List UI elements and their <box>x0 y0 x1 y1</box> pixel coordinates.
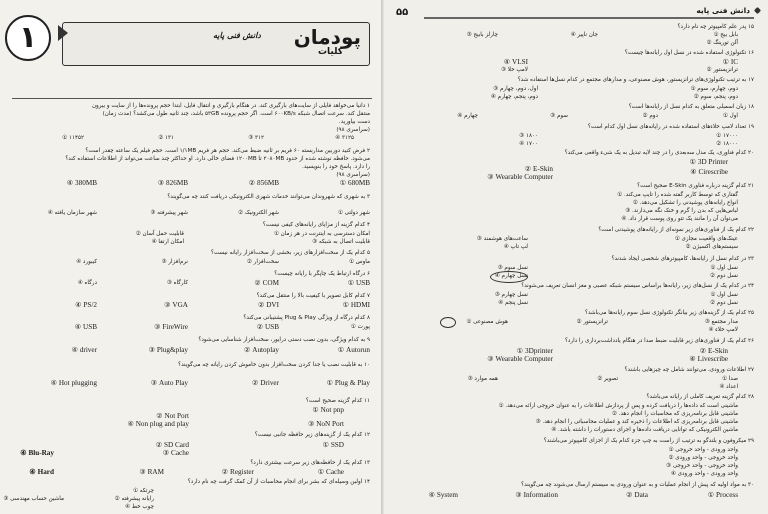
q11-option-2[interactable]: Not Port ② <box>156 412 189 420</box>
q10-option-4[interactable]: Hot plugging ④ <box>50 379 97 387</box>
question-20-text: ۲۰ کدام فناوری، یک مدل سه‌بعدی را در چند لایه تبدیل به یک شیء واقعی می‌کند؟ <box>564 150 754 156</box>
question-21-text: ۲۱ کدام گزینه درباره فناوری E-Skin صحیح است؟ <box>637 183 754 189</box>
q24-option-1[interactable]: نسل اول ① <box>710 292 738 298</box>
q28-option-1[interactable]: ماشینی است که داده‌ها را دریافت کرده و پس از پردازش اطلاعات را به عنوان خروجی ارائه می‌دهد. ① <box>498 403 738 409</box>
q16-option-3[interactable]: لامپ خلا ③ <box>500 67 528 73</box>
q17-option-3[interactable]: اول، دوم، چهارم ③ <box>493 86 538 92</box>
question-9-text: ۹ به کدام ویژگی، بدون نصب دستی درایور، سخت‌افزار شناسایی می‌شود؟ <box>198 337 370 343</box>
question-8-text: ۸ کدام درگاه از ویژگی Plug & Play پشتیبانی می‌کند؟ <box>243 315 370 321</box>
q12-option-2[interactable]: SD Card ② <box>155 441 189 449</box>
q5-option-2[interactable]: سخت‌افزار ② <box>246 259 279 265</box>
chapter-number: ۱ <box>5 15 51 61</box>
q22-option-2[interactable]: سیستم‌های اکسیژن ② <box>685 244 738 250</box>
question-12-text: ۱۲ کدام یک از گزینه‌های زیر حافظه جانبی نیست؟ <box>254 432 370 438</box>
q30-option-4[interactable]: System ④ <box>428 491 458 499</box>
question-22-text: ۲۲ کدام یک از فناوری‌های زیر نمونه‌ای از رایانه‌های پوشیدنی است؟ <box>598 227 754 233</box>
q30-option-2[interactable]: Data ② <box>626 491 648 499</box>
question-23-text: ۲۳ در کدام نسل از رایانه‌ها، کامپیوترهای شخصی ایجاد شدند؟ <box>611 256 754 262</box>
q24-option-4[interactable]: نسل پنجم ④ <box>498 300 528 306</box>
header-rule <box>424 17 754 19</box>
diamond-icon <box>754 7 761 14</box>
q3-option-1[interactable]: شهر دولتی ① <box>337 210 370 216</box>
q13-option-1[interactable]: Cache ① <box>317 468 344 476</box>
q1-option-3[interactable]: ۳۱۲ ③ <box>248 135 264 141</box>
q1-option-4[interactable]: ۳۱۲۵ ④ <box>335 135 354 141</box>
q6-option-3[interactable]: کارگاه ③ <box>166 280 188 286</box>
q22-option-3[interactable]: ساعت‌های هوشمند ③ <box>476 236 528 242</box>
q28-option-3[interactable]: ماشینی قابل برنامه‌ریزی که اطلاعات را ذخیره کند و عملیات محاسباتی را انجام دهد. ③ <box>535 419 738 425</box>
q21-option-1[interactable]: گفتاری که توسط کاربر گفته شده را تایپ می‌کند. ① <box>617 192 738 198</box>
q5-option-1[interactable]: ماوس ① <box>348 259 370 265</box>
q9-option-2[interactable]: Autoplay ② <box>244 346 279 354</box>
q30-option-3[interactable]: Information ③ <box>515 491 558 499</box>
q4-option-1[interactable]: امکان دسترسی به اینترنت در هر زمان ① <box>273 231 370 237</box>
q4-option-2[interactable]: قابلیت حمل آسان ② <box>135 231 184 237</box>
q24-option-3[interactable]: نسل چهارم ③ <box>494 292 528 298</box>
q19-option-4[interactable]: ۱۷۰۰ ④ <box>519 141 538 147</box>
q19-option-1[interactable]: ۱۷۰۰۰ ① <box>716 133 738 139</box>
q6-option-1[interactable]: USB ① <box>347 279 370 287</box>
q26-option-3[interactable]: Wearable Computer ③ <box>487 355 553 363</box>
question-11-text: ۱۱ کدام گزینه صحیح است؟ <box>305 398 370 404</box>
q17-option-2[interactable]: دوم، پنجم، سوم ② <box>693 94 738 100</box>
q25-option-4[interactable]: لامپ خلاء ④ <box>708 327 738 333</box>
q25-option-1[interactable]: هوش مصنوعی ① <box>466 319 508 325</box>
q10-option-3[interactable]: Auto Play ③ <box>150 379 188 387</box>
book-name: دانش فنی پایه <box>213 31 261 40</box>
q20-option-4[interactable]: Cirescribe ④ <box>690 168 728 176</box>
q8-option-2[interactable]: USB ② <box>256 323 279 331</box>
q7-option-1[interactable]: HDMI ① <box>342 301 370 309</box>
q18-option-2[interactable]: دوم ② <box>642 113 658 119</box>
q4-option-3[interactable]: قابلیت اتصال به شبکه ③ <box>312 239 370 245</box>
q25-option-3[interactable]: مدار مجتمع ③ <box>704 319 738 325</box>
question-10-text: ۱۰ به قابلیت نصب یا جدا کردن سخت‌افزار بدون خاموش کردن رایانه چه می‌گویند؟ <box>178 362 370 368</box>
q17-option-1[interactable]: دوم، چهارم، سوم ① <box>690 86 738 92</box>
q30-option-1[interactable]: Process ① <box>707 491 738 499</box>
question-27-text: ۲۷ اطلاعات ورودی، می‌توانند شامل چه چیزهایی باشند؟ <box>624 367 754 373</box>
q2-option-4[interactable]: 380MB ④ <box>66 179 97 187</box>
q20-option-1[interactable]: 3D Printer ① <box>689 158 728 166</box>
question-1-text: ۱ دانیا می‌خواهد فایلی از سایت‌های بارگیری کند. در هنگام بارگیری و انتقال فایل، ابتدا حجم پرونده‌ها را از سایت و بیرون <box>91 103 370 109</box>
q10-option-2[interactable]: Driver ② <box>251 379 279 387</box>
q1-option-2[interactable]: ۱۳۱ ② <box>158 135 174 141</box>
q10-option-1[interactable]: Plug & Play ① <box>326 379 370 387</box>
q4-option-4[interactable]: امکان ارتقا ④ <box>151 239 184 245</box>
q18-option-3[interactable]: سوم ③ <box>550 113 568 119</box>
q12-option-3[interactable]: Cache ③ <box>162 449 189 457</box>
q20-option-3[interactable]: Wearable Computer ③ <box>487 173 553 181</box>
question-2-text-c: را دارد. پاسخ خود را بنویسید. <box>302 164 370 170</box>
q2-option-1[interactable]: 680MB ① <box>339 179 370 187</box>
circle-mark-icon <box>440 317 456 328</box>
question-1-text-c: دست بیاورید. <box>338 119 370 125</box>
question-1-source: (سراسری ۹۸) <box>336 127 370 133</box>
q8-option-1[interactable]: پورت ① <box>350 324 370 330</box>
q15-option-4[interactable]: جان ناپیر ④ <box>570 32 598 38</box>
q9-option-3[interactable]: Plug&play ③ <box>148 346 188 354</box>
q14-option-4[interactable]: چوب خط ④ <box>125 504 154 510</box>
q15-option-2[interactable]: آلن تورینگ ② <box>706 40 738 46</box>
q22-option-4[interactable]: لپ تاپ ④ <box>503 244 528 250</box>
q29-option-3[interactable]: واحد خروجی - واحد خروجی ③ <box>666 463 738 469</box>
question-19-text: ۱۹ تعداد لامپ خلاءهای استفاده شده در رایانه‌های نسل اول کدام است؟ <box>587 124 754 130</box>
q2-option-3[interactable]: 826MB ③ <box>157 179 188 187</box>
q29-option-4[interactable]: واحد ورودی - واحد ورودی ④ <box>670 471 738 477</box>
book-name: دانش فنی پایه <box>696 6 750 15</box>
question-6-text: ۶ درگاه ارتباط یک چاپگر با رایانه چیست؟ <box>274 271 370 277</box>
q23-option-4[interactable]: نسل چهارم ④ <box>494 273 528 279</box>
question-28-text: ۲۸ کدام گزینه تعریف کاملی از رایانه می‌باشد؟ <box>646 394 754 400</box>
question-16-text: ۱۶ تکنولوژی استفاده شده در نسل اول رایانه‌ها چیست؟ <box>624 50 754 56</box>
q22-option-1[interactable]: عینک‌های واقعیت مجازی ① <box>674 236 738 242</box>
q18-option-4[interactable]: چهارم ④ <box>457 113 478 119</box>
q21-option-2[interactable]: انواع رایانه‌های پوشیدنی را تشکیل می‌دهد. ② <box>632 200 738 206</box>
q11-option-3[interactable]: NoN Port ③ <box>307 420 344 428</box>
question-5-text: ۵ کدام یک از سخت‌افزارهای زیر، بخشی از سخت‌افزار رایانه نیست؟ <box>211 250 370 256</box>
q26-option-4[interactable]: Livescribe ④ <box>689 355 728 363</box>
q3-option-2[interactable]: شهر الکترونیک ② <box>238 210 279 216</box>
q21-option-4[interactable]: می‌توان آن را مانند یک تتو روی پوست قرار داد. ④ <box>621 216 738 222</box>
chapter-header <box>62 22 370 66</box>
q27-option-4[interactable]: اعداد ④ <box>719 384 738 390</box>
q15-option-1[interactable]: بابل بیج ① <box>713 32 738 38</box>
question-29-text: ۲۹ میکروفون و بلندگو به ترتیب از راست به چپ جزء کدام یک از اجزای کامپیوتر می‌باشند؟ <box>543 438 754 444</box>
q21-option-3[interactable]: لباس‌هایی که بدن را گرم و خنک نگه می‌دارند. ③ <box>625 208 738 214</box>
q1-option-1[interactable]: ۱۱۴۵۲ ① <box>62 135 84 141</box>
q3-option-4[interactable]: شهر سازمان یافته ④ <box>47 210 97 216</box>
q6-option-4[interactable]: درگاه ④ <box>77 280 97 286</box>
page-number: ۵۵ <box>396 7 409 18</box>
question-15-text: ۱۵ پدر علم کامپیوتر چه نام دارد؟ <box>677 24 754 30</box>
q15-option-3[interactable]: چارلز بابیج ③ <box>466 32 498 38</box>
q13-option-4[interactable]: Hard ④ <box>29 468 54 476</box>
q17-option-4[interactable]: دوم، پنجم، چهارم ④ <box>490 94 538 100</box>
question-13-text: ۱۳ کدام یک از حافظه‌های زیر سرعت بیشتری دارد؟ <box>250 460 370 466</box>
q7-option-3[interactable]: VGA ③ <box>164 301 188 309</box>
circle-mark-icon <box>490 271 528 283</box>
triangle-icon <box>58 25 68 41</box>
q14-option-2[interactable]: رایانه پیشرفته ② <box>114 496 154 502</box>
q6-option-2[interactable]: COM ② <box>254 279 279 287</box>
q13-option-2[interactable]: Register ② <box>221 468 254 476</box>
q3-option-3[interactable]: شهر پیشرفته ③ <box>150 210 188 216</box>
q19-option-2[interactable]: ۱۸۰۰۰ ② <box>716 141 738 147</box>
q12-option-1[interactable]: SSD ① <box>322 441 344 449</box>
question-2-source: (سراسری ۹۸) <box>336 172 370 178</box>
q23-option-2[interactable]: نسل دوم ② <box>709 273 738 279</box>
q11-option-1[interactable]: Not pnp ① <box>312 406 344 414</box>
question-30-text: ۳۰ به مواد اولیه که پیش از انجام عملیات و به عنوان ورودی به سیستم ارسال می‌شوند چه می‌گویند؟ <box>521 482 754 488</box>
chapter-title: پودمان <box>293 25 361 49</box>
q20-option-2[interactable]: E-Skin ② <box>524 165 553 173</box>
q13-option-3[interactable]: RAM ③ <box>139 468 164 476</box>
question-25-text: ۲۵ کدام یک از گزینه‌های زیر بیانگر تکنولوژی نسل سوم رایانه‌ها می‌باشد؟ <box>584 310 754 316</box>
q27-option-1[interactable]: صدا ① <box>721 376 738 382</box>
q8-option-4[interactable]: USB ④ <box>74 323 97 331</box>
question-7-text: ۷ کدام کابل تصویر با کیفیت بالا را منتقل می‌کند؟ <box>256 293 370 299</box>
q16-option-4[interactable]: VLSI ④ <box>503 58 528 66</box>
q9-option-1[interactable]: Autorun ① <box>337 346 370 354</box>
q16-option-2[interactable]: ترانزیستور ② <box>706 67 738 73</box>
q28-option-2[interactable]: ماشینی قابل برنامه‌ریزی که محاسبات را انجام دهد. ② <box>611 411 738 417</box>
q19-option-3[interactable]: ۱۸۰۰ ③ <box>519 133 538 139</box>
question-26-text: ۲۶ کدام یک از فناوری‌های زیر قابلیت ضبط صدا در هنگام یادداشت‌برداری را دارد؟ <box>564 338 754 344</box>
q24-option-2[interactable]: نسل دوم ② <box>709 300 738 306</box>
q5-option-3[interactable]: نرم‌افزار ③ <box>161 259 188 265</box>
q5-option-4[interactable]: کیبورد ④ <box>76 259 97 265</box>
q2-option-2[interactable]: 856MB ② <box>248 179 279 187</box>
q26-option-1[interactable]: 3Dprinter ① <box>516 347 553 355</box>
question-17-text: ۱۷ به ترتیب تکنولوژی‌های ترانزیستور، هوش مصنوعی، و مدارهای مجتمع در کدام نسل‌ها استفاده شد؟ <box>517 77 754 83</box>
q27-option-3[interactable]: همه موارد ③ <box>467 376 498 382</box>
question-2-text-b: می‌شود. حافظه نوشته شده از حدود ۲۰۸۰MB تا ۱۲۰۰MB فضای خالی دارد. او حداکثر چند ساعت می‌تواند از اطلاعات استفاده کند؟ <box>65 156 370 162</box>
q9-option-4[interactable]: driver ④ <box>71 346 97 354</box>
q7-option-2[interactable]: DVI ② <box>257 301 279 309</box>
question-1-text-b: منتقل کند. سرعت اتصال شبکه ۶۰۰KB/s است. اگر حجم پرونده ۵۳GB باشد، چند ثانیه طول می‌کشد؟ (مدت زمان) <box>102 111 370 117</box>
question-18-text: ۱۸ زبان اسمبلی متعلق به کدام نسل از رایانه‌ها است؟ <box>628 104 754 110</box>
question-14-text: ۱۴ اولین وسیله‌ای که بشر برای انجام محاسبات از آن کمک گرفت چه نام دارد؟ <box>187 479 370 485</box>
q14-option-1[interactable]: چرتکه ① <box>133 488 154 494</box>
q14-option-3[interactable]: ماشین حساب مهندسی ③ <box>3 496 64 502</box>
chapter-subtitle: کلیات <box>317 47 343 57</box>
q28-option-4[interactable]: ماشین الکترونیکی که توانایی دریافت داده‌ها و اجرای دستورات را داشته باشد. ④ <box>551 427 738 433</box>
q27-option-2[interactable]: تصویر ② <box>597 376 618 382</box>
question-4-text: ۴ کدام گزینه از مزایای رایانه‌های کیفی نیست؟ <box>262 222 370 228</box>
q29-option-1[interactable]: واحد ورودی - واحد خروجی ① <box>668 447 738 453</box>
q18-option-1[interactable]: اول ① <box>722 113 738 119</box>
right-page <box>384 0 768 514</box>
q7-option-4[interactable]: PS/2 ④ <box>75 301 97 309</box>
question-3-text: ۳ به شهری که شهروندان می‌توانند خدمات شهری الکترونیکی دریافت کنند چه می‌گویند؟ <box>167 194 370 200</box>
q11-option-4[interactable]: Non plug and play ④ <box>127 420 189 428</box>
divider <box>12 98 372 99</box>
q29-option-2[interactable]: واحد خروجی - واحد ورودی ② <box>668 455 738 461</box>
q16-option-1[interactable]: IC ① <box>722 58 738 66</box>
q26-option-2[interactable]: E-Skin ② <box>699 347 728 355</box>
question-24-text: ۲۴ در کدام یک از نسل‌های زیر، رایانه‌ها براساس سیستم شبکه عصبی و مغز انسان تعریف می‌شوند؟ <box>521 283 754 289</box>
question-2-text: ۲ فرض کنید دوربین مداربسته ۶۰ فریم بر ثانیه ضبط می‌کند. حجم هر فریم ۱/۱MB است. حجم فیلم یک ساعته چقدر است؟ <box>85 148 370 154</box>
q12-option-4[interactable]: Blu-Ray ④ <box>20 449 54 457</box>
q23-option-1[interactable]: نسل اول ① <box>710 265 738 271</box>
q23-option-3[interactable]: نسل سوم ③ <box>497 265 528 271</box>
q25-option-2[interactable]: ترانزیستور ② <box>576 319 608 325</box>
q8-option-3[interactable]: FireWire ③ <box>154 323 188 331</box>
